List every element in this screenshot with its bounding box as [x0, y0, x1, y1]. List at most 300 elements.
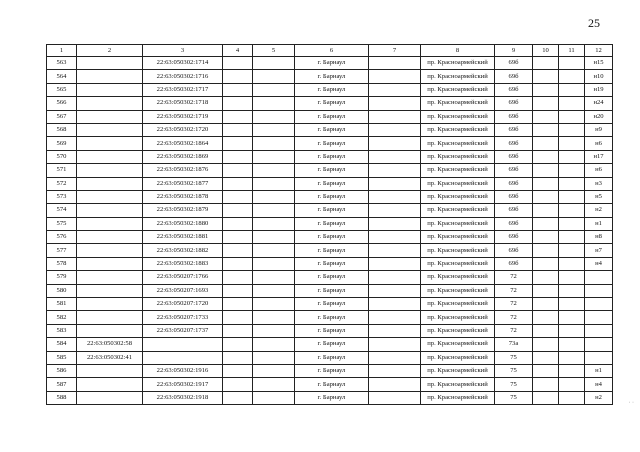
table-cell: [77, 257, 143, 270]
table-row: [47, 378, 613, 391]
table-cell: [77, 284, 143, 297]
table-cell: [223, 217, 253, 230]
table-cell: [533, 190, 559, 203]
table-cell: пр. Красноармейский: [421, 298, 495, 311]
table-row: [47, 271, 613, 284]
table-row: [47, 351, 613, 364]
table-cell: [77, 271, 143, 284]
table-cell: [253, 364, 295, 377]
table-cell: 73а: [495, 338, 533, 351]
table-cell: 22:63:050302:1717: [143, 83, 223, 96]
table-cell: 570: [47, 150, 77, 163]
table-cell: [559, 271, 585, 284]
table-cell: [559, 150, 585, 163]
table-cell: 22:63:050302:1883: [143, 257, 223, 270]
table-cell: [559, 231, 585, 244]
table-cell: [253, 57, 295, 70]
table-cell: [369, 351, 421, 364]
table-row: [47, 97, 613, 110]
table-cell: 578: [47, 257, 77, 270]
table-row: [47, 204, 613, 217]
table-cell: 583: [47, 324, 77, 337]
table-cell: [253, 244, 295, 257]
column-header: 8: [421, 45, 495, 57]
table-cell: [253, 391, 295, 404]
table-cell: пр. Красноармейский: [421, 150, 495, 163]
table-cell: [223, 231, 253, 244]
table-row: [47, 137, 613, 150]
table-cell: [559, 298, 585, 311]
table-cell: [559, 204, 585, 217]
table-row: [47, 177, 613, 190]
table-cell: [77, 391, 143, 404]
table-cell: [77, 244, 143, 257]
table-cell: г. Барнаул: [295, 190, 369, 203]
table-cell: г. Барнаул: [295, 97, 369, 110]
table-cell: [369, 70, 421, 83]
table-cell: [369, 298, 421, 311]
table-cell: [77, 298, 143, 311]
table-cell: 69б: [495, 57, 533, 70]
table-cell: [559, 57, 585, 70]
table-cell: г. Барнаул: [295, 137, 369, 150]
column-header: 5: [253, 45, 295, 57]
table-row: [47, 57, 613, 70]
table-cell: [253, 204, 295, 217]
table-cell: н7: [585, 244, 613, 257]
table-cell: 69б: [495, 257, 533, 270]
table-cell: [223, 150, 253, 163]
table-cell: [253, 257, 295, 270]
table-cell: [223, 244, 253, 257]
table-cell: [533, 324, 559, 337]
table-cell: [533, 70, 559, 83]
table-cell: н10: [585, 70, 613, 83]
table-cell: [77, 110, 143, 123]
table-cell: 577: [47, 244, 77, 257]
table-cell: [223, 190, 253, 203]
table-cell: 576: [47, 231, 77, 244]
table-cell: [559, 70, 585, 83]
table-cell: 69б: [495, 123, 533, 136]
table-cell: [223, 123, 253, 136]
table-cell: [533, 298, 559, 311]
table-cell: [77, 123, 143, 136]
table-cell: [585, 351, 613, 364]
table-cell: [223, 257, 253, 270]
table-row: [47, 298, 613, 311]
table-cell: н2: [585, 204, 613, 217]
table-cell: 22:63:050302:1879: [143, 204, 223, 217]
table-cell: [369, 364, 421, 377]
table-cell: г. Барнаул: [295, 217, 369, 230]
table-cell: [223, 97, 253, 110]
table-cell: [585, 324, 613, 337]
table-cell: г. Барнаул: [295, 298, 369, 311]
table-row: [47, 110, 613, 123]
table-cell: 69б: [495, 164, 533, 177]
table-cell: пр. Красноармейский: [421, 83, 495, 96]
table-cell: [77, 311, 143, 324]
table-cell: 22:63:050302:1864: [143, 137, 223, 150]
table-cell: 22:63:050207:1720: [143, 298, 223, 311]
table-cell: [143, 338, 223, 351]
table-cell: 586: [47, 364, 77, 377]
table-cell: 566: [47, 97, 77, 110]
column-header: 12: [585, 45, 613, 57]
table-cell: [223, 311, 253, 324]
table-cell: [559, 378, 585, 391]
table-cell: [533, 97, 559, 110]
table-row: [47, 338, 613, 351]
table-cell: 22:63:050302:58: [77, 338, 143, 351]
table-cell: н17: [585, 150, 613, 163]
table-cell: пр. Красноармейский: [421, 204, 495, 217]
table-cell: [369, 204, 421, 217]
table-cell: [253, 137, 295, 150]
table-cell: пр. Красноармейский: [421, 57, 495, 70]
table-cell: [533, 177, 559, 190]
table-cell: [585, 338, 613, 351]
table-cell: [223, 110, 253, 123]
table-cell: 22:63:050302:1876: [143, 164, 223, 177]
table-cell: [253, 324, 295, 337]
table-cell: [253, 298, 295, 311]
table-cell: [223, 284, 253, 297]
table-cell: пр. Красноармейский: [421, 364, 495, 377]
table-cell: [253, 231, 295, 244]
table-cell: [143, 351, 223, 364]
table-cell: г. Барнаул: [295, 150, 369, 163]
table-cell: [223, 351, 253, 364]
table-cell: пр. Красноармейский: [421, 123, 495, 136]
table-cell: г. Барнаул: [295, 338, 369, 351]
table-cell: [533, 311, 559, 324]
table-cell: [585, 284, 613, 297]
table-cell: пр. Красноармейский: [421, 190, 495, 203]
table-cell: 22:63:050302:1714: [143, 57, 223, 70]
table-cell: [77, 150, 143, 163]
table-cell: [77, 204, 143, 217]
table-cell: [77, 177, 143, 190]
column-header: 1: [47, 45, 77, 57]
table-row: [47, 150, 613, 163]
table-cell: н8: [585, 231, 613, 244]
table-cell: [533, 110, 559, 123]
table-cell: [223, 378, 253, 391]
table-cell: [369, 271, 421, 284]
table-cell: [369, 378, 421, 391]
table-cell: [533, 123, 559, 136]
table-cell: 69б: [495, 190, 533, 203]
table-cell: г. Барнаул: [295, 324, 369, 337]
table-cell: [369, 190, 421, 203]
table-cell: 588: [47, 391, 77, 404]
table-cell: н6: [585, 164, 613, 177]
table-cell: г. Барнаул: [295, 271, 369, 284]
table-cell: 582: [47, 311, 77, 324]
table-cell: [533, 257, 559, 270]
table-cell: 69б: [495, 97, 533, 110]
table-row: [47, 217, 613, 230]
table-cell: 22:63:050302:1720: [143, 123, 223, 136]
table-cell: [559, 123, 585, 136]
table-cell: [77, 137, 143, 150]
table-cell: [369, 110, 421, 123]
page-number: 25: [588, 16, 600, 30]
table-header-row: [47, 45, 613, 57]
table-cell: 22:63:050302:1716: [143, 70, 223, 83]
table-cell: г. Барнаул: [295, 311, 369, 324]
table-cell: [533, 137, 559, 150]
table-cell: [369, 123, 421, 136]
table-row: [47, 324, 613, 337]
table-row: [47, 311, 613, 324]
table-cell: [253, 311, 295, 324]
table-cell: 22:63:050302:1882: [143, 244, 223, 257]
table-cell: 69б: [495, 244, 533, 257]
table-cell: [253, 164, 295, 177]
table-cell: [253, 338, 295, 351]
table-cell: 69б: [495, 177, 533, 190]
table-cell: [559, 97, 585, 110]
table-cell: [77, 324, 143, 337]
table-cell: 22:63:050207:1733: [143, 311, 223, 324]
table-cell: 584: [47, 338, 77, 351]
table-cell: [223, 391, 253, 404]
table-cell: 75: [495, 364, 533, 377]
table-cell: [77, 190, 143, 203]
table-cell: [559, 217, 585, 230]
table-cell: [77, 164, 143, 177]
table-cell: [559, 83, 585, 96]
table-cell: пр. Красноармейский: [421, 351, 495, 364]
table-cell: [369, 231, 421, 244]
table-cell: [253, 190, 295, 203]
table-cell: [533, 391, 559, 404]
table-cell: 72: [495, 298, 533, 311]
table-cell: 563: [47, 57, 77, 70]
table-row: [47, 257, 613, 270]
table-cell: 22:63:050302:1918: [143, 391, 223, 404]
table-cell: 581: [47, 298, 77, 311]
table-cell: 22:63:050207:1737: [143, 324, 223, 337]
table-cell: 72: [495, 271, 533, 284]
table-cell: 75: [495, 391, 533, 404]
table-cell: 22:63:050302:1880: [143, 217, 223, 230]
table-cell: [533, 217, 559, 230]
table-row: [47, 391, 613, 404]
table-cell: г. Барнаул: [295, 351, 369, 364]
column-header: 9: [495, 45, 533, 57]
table-cell: [533, 364, 559, 377]
table-cell: [533, 164, 559, 177]
column-header: 10: [533, 45, 559, 57]
column-header: 3: [143, 45, 223, 57]
table-cell: [559, 324, 585, 337]
table-cell: 573: [47, 190, 77, 203]
table-cell: пр. Красноармейский: [421, 311, 495, 324]
table-cell: [533, 231, 559, 244]
table-cell: [533, 378, 559, 391]
table-cell: [77, 217, 143, 230]
table-cell: н15: [585, 57, 613, 70]
table-row: [47, 190, 613, 203]
table-cell: [223, 204, 253, 217]
registry-table: [46, 44, 613, 405]
table-cell: [533, 338, 559, 351]
scan-mark: · ·: [628, 400, 634, 406]
table-cell: н4: [585, 378, 613, 391]
table-cell: [369, 83, 421, 96]
table-cell: [585, 271, 613, 284]
table-cell: [77, 83, 143, 96]
table-cell: н24: [585, 97, 613, 110]
table-cell: 69б: [495, 217, 533, 230]
table-cell: [253, 378, 295, 391]
table-cell: [559, 284, 585, 297]
table-cell: пр. Красноармейский: [421, 217, 495, 230]
table-cell: 575: [47, 217, 77, 230]
column-header: 4: [223, 45, 253, 57]
table-row: [47, 244, 613, 257]
table-cell: пр. Красноармейский: [421, 284, 495, 297]
table-cell: г. Барнаул: [295, 70, 369, 83]
table-cell: [559, 244, 585, 257]
table-cell: пр. Красноармейский: [421, 391, 495, 404]
table-cell: 69б: [495, 150, 533, 163]
table-cell: 571: [47, 164, 77, 177]
table-cell: г. Барнаул: [295, 244, 369, 257]
table-cell: [369, 324, 421, 337]
table-cell: 580: [47, 284, 77, 297]
table-cell: г. Барнаул: [295, 204, 369, 217]
table-cell: 569: [47, 137, 77, 150]
table-cell: пр. Красноармейский: [421, 257, 495, 270]
table-cell: [585, 311, 613, 324]
table-cell: [369, 57, 421, 70]
table-cell: [253, 70, 295, 83]
table-cell: [369, 137, 421, 150]
table-cell: 22:63:050302:1881: [143, 231, 223, 244]
table-cell: [533, 57, 559, 70]
table-cell: 574: [47, 204, 77, 217]
table-cell: [77, 97, 143, 110]
table-cell: 69б: [495, 137, 533, 150]
table-cell: г. Барнаул: [295, 378, 369, 391]
table-cell: пр. Красноармейский: [421, 324, 495, 337]
column-header: 6: [295, 45, 369, 57]
table-cell: 72: [495, 284, 533, 297]
table-cell: [77, 70, 143, 83]
table-cell: [559, 110, 585, 123]
table-cell: [533, 204, 559, 217]
table-cell: [223, 298, 253, 311]
table-cell: [369, 311, 421, 324]
table-cell: пр. Красноармейский: [421, 164, 495, 177]
table-cell: 22:63:050207:1766: [143, 271, 223, 284]
table-cell: [533, 244, 559, 257]
table-cell: [369, 97, 421, 110]
table-cell: 69б: [495, 204, 533, 217]
table-cell: [559, 137, 585, 150]
table-cell: пр. Красноармейский: [421, 244, 495, 257]
table-cell: 579: [47, 271, 77, 284]
table-cell: [223, 364, 253, 377]
table-cell: [369, 391, 421, 404]
table-cell: 22:63:050302:1718: [143, 97, 223, 110]
table-cell: 568: [47, 123, 77, 136]
table-cell: [533, 351, 559, 364]
table-cell: г. Барнаул: [295, 257, 369, 270]
table-row: [47, 164, 613, 177]
table-cell: [559, 190, 585, 203]
table-cell: 75: [495, 378, 533, 391]
table-cell: [253, 150, 295, 163]
table-cell: г. Барнаул: [295, 391, 369, 404]
table-cell: пр. Красноармейский: [421, 177, 495, 190]
table-cell: [223, 177, 253, 190]
column-header: 11: [559, 45, 585, 57]
table-cell: [77, 378, 143, 391]
table-cell: [533, 271, 559, 284]
table-cell: [223, 324, 253, 337]
table-cell: пр. Красноармейский: [421, 137, 495, 150]
table-row: [47, 231, 613, 244]
table-cell: [559, 338, 585, 351]
table-cell: [77, 57, 143, 70]
table-cell: г. Барнаул: [295, 110, 369, 123]
table-cell: [253, 110, 295, 123]
table-cell: [559, 164, 585, 177]
table-cell: [559, 391, 585, 404]
table-cell: н20: [585, 110, 613, 123]
table-cell: [223, 164, 253, 177]
column-header: 7: [369, 45, 421, 57]
table-cell: [369, 177, 421, 190]
table-cell: пр. Красноармейский: [421, 110, 495, 123]
table-cell: [559, 364, 585, 377]
table-cell: н4: [585, 257, 613, 270]
table-cell: 585: [47, 351, 77, 364]
table-cell: [369, 338, 421, 351]
table-cell: 564: [47, 70, 77, 83]
table-cell: [559, 177, 585, 190]
table-cell: пр. Красноармейский: [421, 378, 495, 391]
table-cell: [77, 231, 143, 244]
table-row: [47, 83, 613, 96]
table-cell: н5: [585, 190, 613, 203]
table-cell: 69б: [495, 110, 533, 123]
table-cell: 69б: [495, 70, 533, 83]
table-cell: [559, 311, 585, 324]
table-cell: [369, 284, 421, 297]
table-cell: [533, 150, 559, 163]
table-cell: [77, 364, 143, 377]
table-cell: [223, 83, 253, 96]
table-cell: 22:63:050302:1719: [143, 110, 223, 123]
table-cell: 572: [47, 177, 77, 190]
table-cell: [369, 244, 421, 257]
table-cell: 565: [47, 83, 77, 96]
table-cell: пр. Красноармейский: [421, 70, 495, 83]
table-cell: [559, 351, 585, 364]
table-cell: пр. Красноармейский: [421, 338, 495, 351]
table-cell: пр. Красноармейский: [421, 271, 495, 284]
table-cell: 587: [47, 378, 77, 391]
table-row: [47, 364, 613, 377]
table-cell: н1: [585, 364, 613, 377]
